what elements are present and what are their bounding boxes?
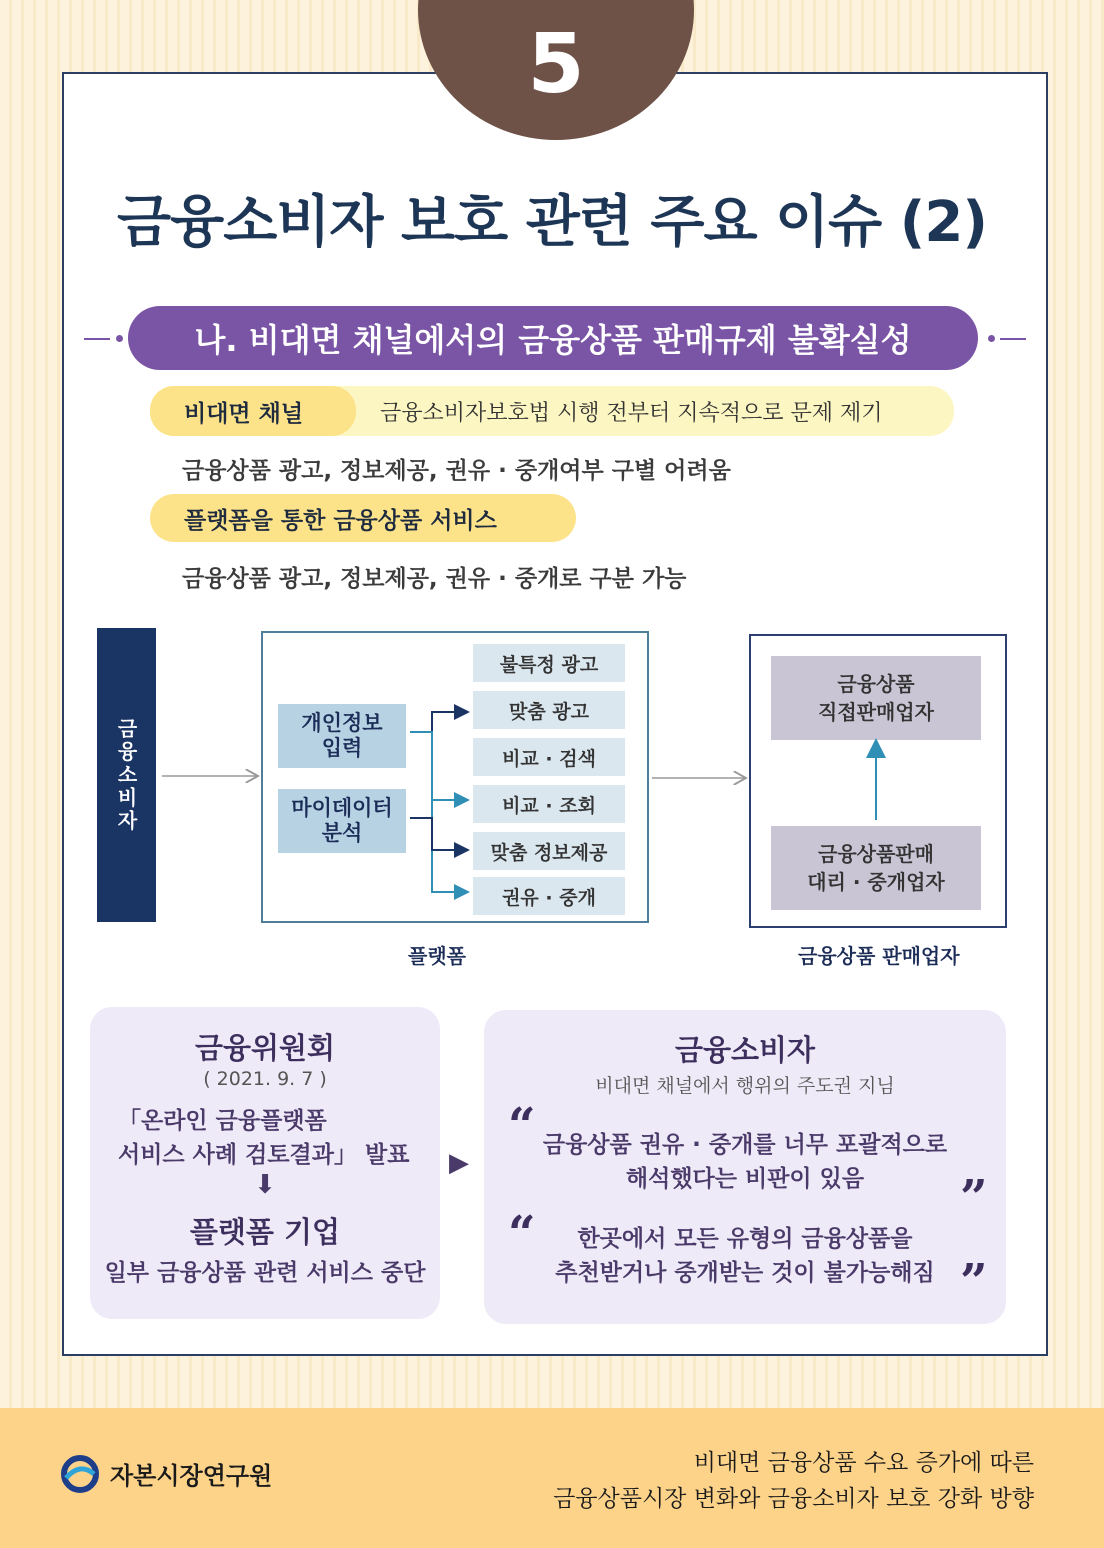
kcmi-logo-icon xyxy=(60,1454,100,1494)
fsc-announcement: 「온라인 금융플랫폼 서비스 사례 검토결과」 발표 xyxy=(118,1108,410,1168)
item-label-nonface-channel: 비대면 채널 xyxy=(150,386,356,436)
service-item: 비교 · 검색 xyxy=(473,738,625,776)
consumer-subtitle: 비대면 채널에서 행위의 주도권 지님 xyxy=(595,1075,895,1097)
org-name: 자본시장연구원 xyxy=(110,1462,273,1490)
service-item: 비교 · 조회 xyxy=(473,785,625,823)
direct-seller-box: 금융상품 직접판매업자 xyxy=(771,656,981,740)
agent-broker-box: 금융상품판매 대리 · 중개업자 xyxy=(771,826,981,910)
consumer-quote: 금융상품 권유 · 중개를 너무 포괄적으로 해석했다는 비판이 있음 xyxy=(542,1132,948,1192)
input-mydata-analysis: 마이데이터 분석 xyxy=(278,789,406,853)
fsc-date: ( 2021. 9. 7 ) xyxy=(203,1068,327,1090)
service-item: 맞춤 광고 xyxy=(473,691,625,729)
close-quote-icon: ” xyxy=(960,1254,988,1310)
close-quote-icon: ” xyxy=(960,1170,988,1226)
consumer-title: 금융소비자 xyxy=(674,1033,816,1067)
seller-caption: 금융상품 판매업자 xyxy=(798,944,960,968)
service-item: 불특정 광고 xyxy=(473,644,625,682)
platform-caption: 플랫폼 xyxy=(408,944,466,968)
report-title-line1: 비대면 금융상품 수요 증가에 따른 xyxy=(693,1450,1034,1476)
open-quote-icon: “ xyxy=(508,1098,536,1154)
fsc-title: 금융위원회 xyxy=(194,1031,336,1065)
consumer-label: 금융소비자 xyxy=(114,717,138,833)
item-note: 금융소비자보호법 시행 전부터 지속적으로 문제 제기 xyxy=(380,401,883,426)
service-item: 맞춤 정보제공 xyxy=(473,832,625,870)
section-heading: 나. 비대면 채널에서의 금융상품 판매규제 불확실성 xyxy=(128,306,978,370)
item-detail: 금융상품 광고, 정보제공, 권유 · 중개여부 구별 어려움 xyxy=(182,458,731,484)
consumer-quote: 한곳에서 모든 유형의 금융상품을 추천받거나 중개받는 것이 불가능해짐 xyxy=(555,1226,935,1286)
input-personal-info: 개인정보 입력 xyxy=(278,704,406,768)
open-quote-icon: “ xyxy=(508,1206,536,1262)
service-suspension-text: 일부 금융상품 관련 서비스 중단 xyxy=(104,1260,426,1286)
item-detail: 금융상품 광고, 정보제공, 권유 · 중개로 구분 가능 xyxy=(182,566,687,592)
down-arrow-icon: ⬇ xyxy=(254,1170,276,1200)
right-arrow-icon: ▶ xyxy=(449,1148,469,1178)
item-label-platform-service: 플랫폼을 통한 금융상품 서비스 xyxy=(150,494,576,542)
service-item: 권유 · 중개 xyxy=(473,877,625,915)
page-title: 금융소비자 보호 관련 주요 이슈 (2) xyxy=(117,190,987,255)
platform-company-title: 플랫폼 기업 xyxy=(189,1215,341,1249)
section-number: 5 xyxy=(527,17,585,112)
report-title-line2: 금융상품시장 변화와 금융소비자 보호 강화 방향 xyxy=(553,1486,1034,1512)
